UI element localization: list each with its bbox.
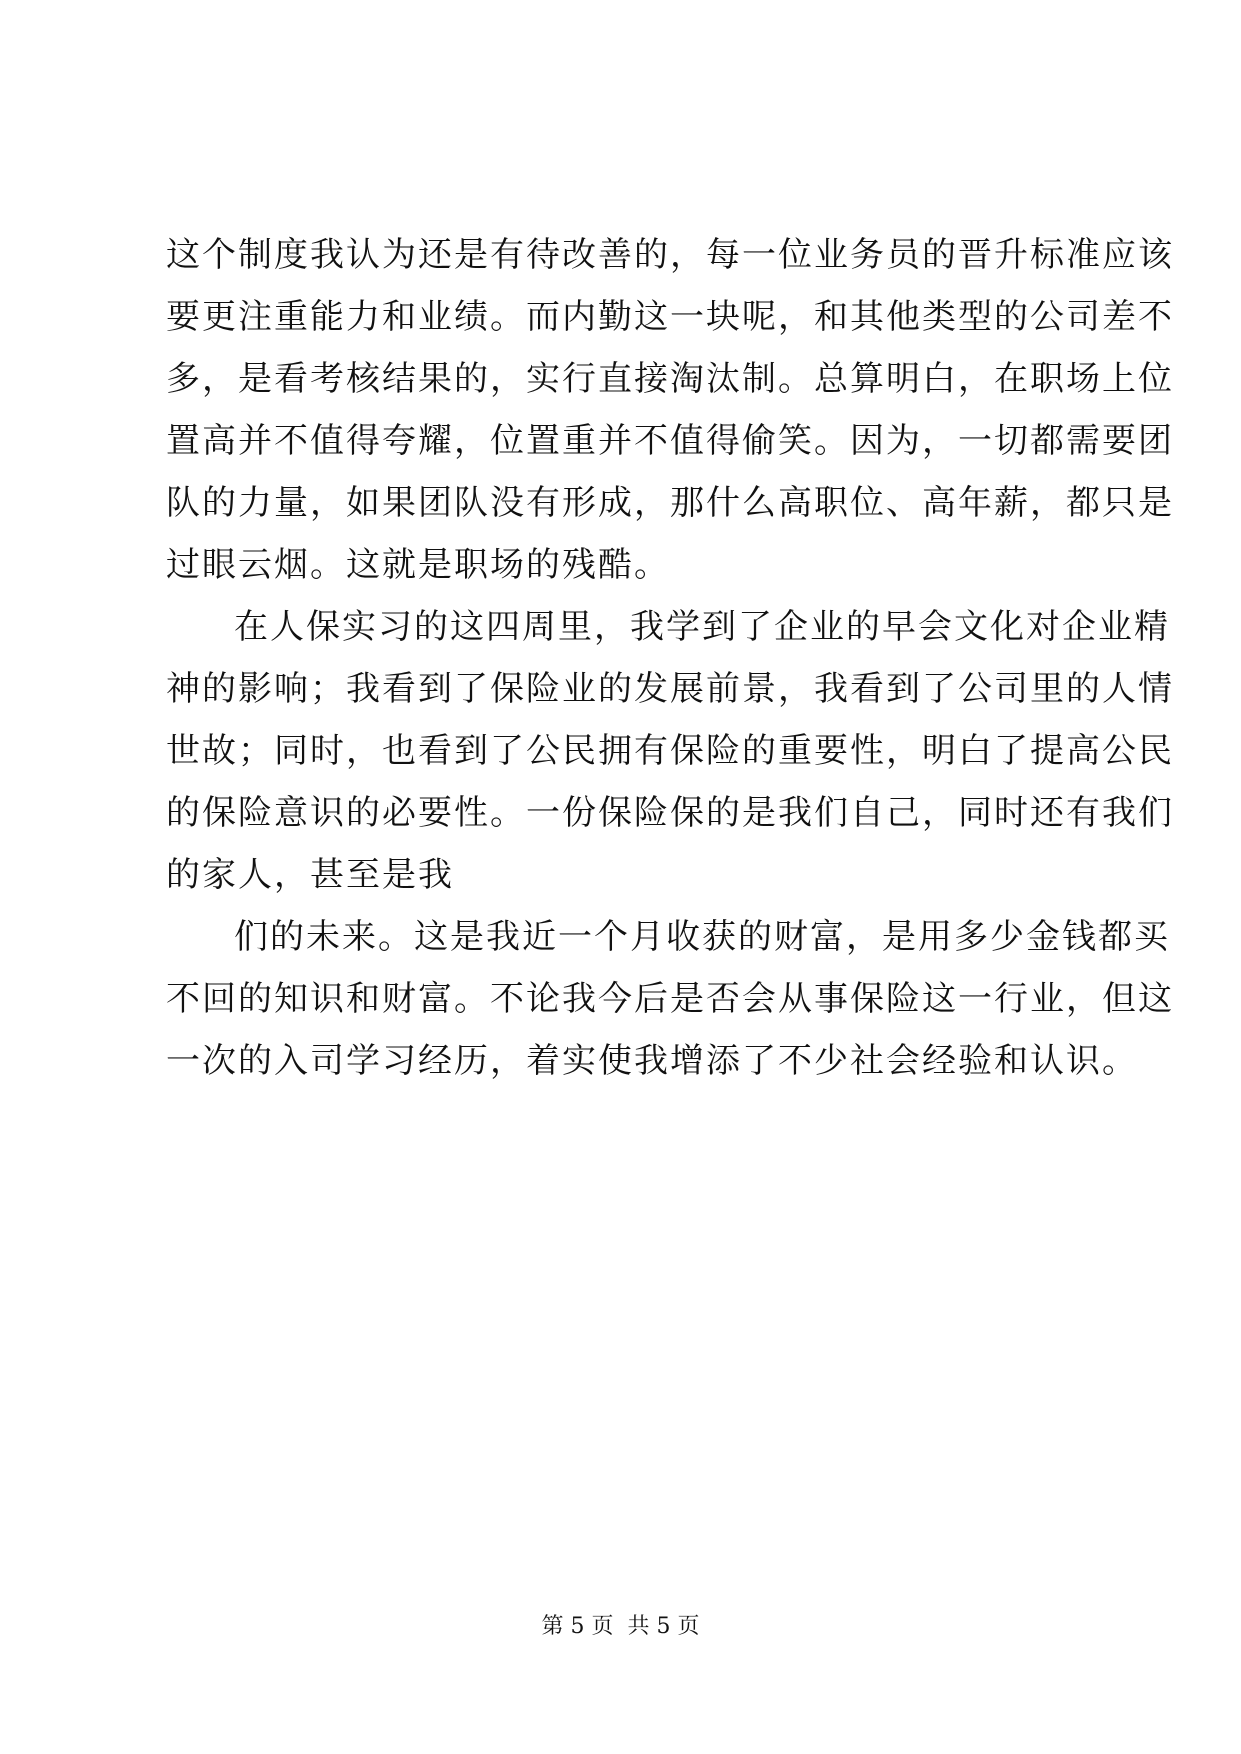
text-line: 要更注重能力和业绩。而内勤这一块呢，和其他类型的公司差不 bbox=[166, 297, 1174, 337]
text-line: 神的影响；我看到了保险业的发展前景，我看到了公司里的人情 bbox=[166, 669, 1174, 709]
text-line: 在人保实习的这四周里，我学到了企业的早会文化对企业精 bbox=[234, 607, 1170, 647]
text-line: 这个制度我认为还是有待改善的，每一位业务员的晋升标准应该 bbox=[166, 235, 1174, 275]
text-line: 队的力量，如果团队没有形成，那什么高职位、高年薪，都只是 bbox=[166, 483, 1174, 523]
text-line: 多，是看考核结果的，实行直接淘汰制。总算明白，在职场上位 bbox=[166, 359, 1174, 399]
text-line: 置高并不值得夸耀，位置重并不值得偷笑。因为，一切都需要团 bbox=[166, 421, 1174, 461]
text-line: 的保险意识的必要性。一份保险保的是我们自己，同时还有我们 bbox=[166, 793, 1174, 833]
text-line: 一次的入司学习经历，着实使我增添了不少社会经验和认识。 bbox=[166, 1041, 1138, 1081]
text-line: 不回的知识和财富。不论我今后是否会从事保险这一行业，但这 bbox=[166, 979, 1174, 1019]
page-total: 共 5 页 bbox=[627, 1614, 700, 1639]
document-body bbox=[166, 224, 1174, 1092]
page-footer bbox=[0, 1612, 1241, 1642]
text-line: 的家人，甚至是我 bbox=[166, 855, 454, 895]
text-line: 世故；同时，也看到了公民拥有保险的重要性，明白了提高公民 bbox=[166, 731, 1174, 771]
text-line: 过眼云烟。这就是职场的残酷。 bbox=[166, 545, 670, 585]
page-number: 第 5 页 bbox=[541, 1614, 614, 1639]
text-line: 们的未来。这是我近一个月收获的财富，是用多少金钱都买 bbox=[234, 917, 1170, 957]
